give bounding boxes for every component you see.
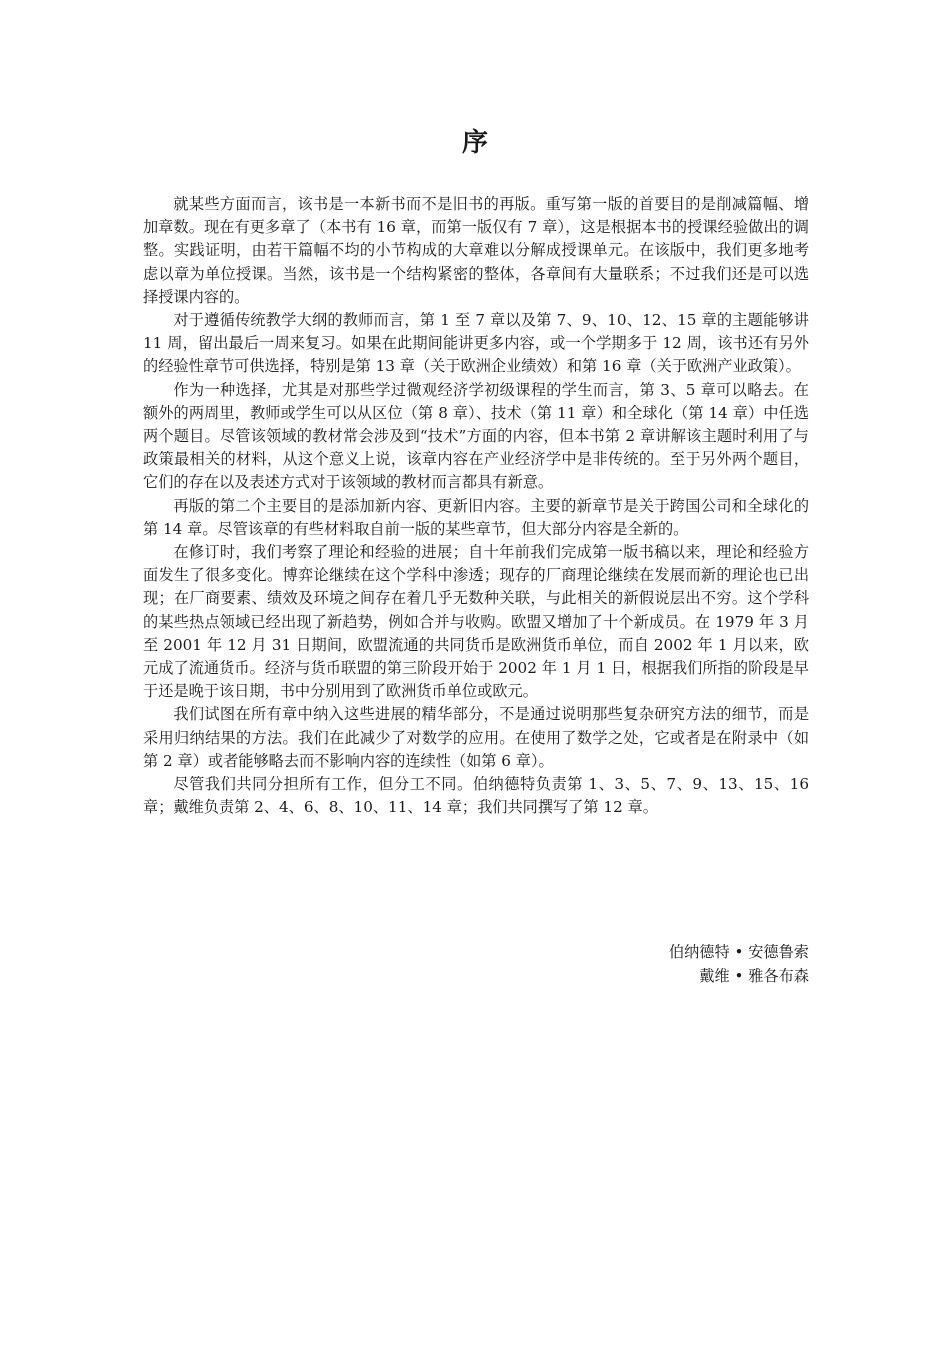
paragraph: 尽管我们共同分担所有工作，但分工不同。伯纳德特负责第 1、3、5、7、9、13、15、16 章；戴维负责第 2、4、6、8、10、11、14 章；我们共同撰写了第 12 章。 [143, 775, 809, 817]
author-name: 戴维 • 雅各布森 [699, 967, 809, 985]
preface-body [143, 193, 809, 819]
paragraph: 作为一种选择，尤其是对那些学过微观经济学初级课程的学生而言，第 3、5 章可以略去。在额外的两周里，教师或学生可以从区位（第 8 章）、技术（第 11 章）和全球化（第 14 章）中任选两个题目。尽管该领域的教材常会涉及到“技术”方面的内容，但本书第 2 章讲解该主题时利用了与政策最相关的材料，从这个意义上说，该章内容在产业经济学中是非传统的。至于另外两个题目，它们的存在以及表述方式对于该领域的教材而言都具有新意。 [143, 380, 809, 492]
paragraph: 我们试图在所有章中纳入这些进展的精华部分，不是通过说明那些复杂研究方法的细节，而是采用归纳结果的方法。我们在此减少了对数学的应用。在使用了数学之处，它或者是在附录中（如第 2 章）或者能够略去而不影响内容的连续性（如第 6 章）。 [143, 705, 809, 770]
author-signature [669, 940, 809, 988]
author-name: 伯纳德特 • 安德鲁索 [668, 943, 809, 961]
paragraph: 再版的第二个主要目的是添加新内容、更新旧内容。主要的新章节是关于跨国公司和全球化的第 14 章。尽管该章的有些材料取自前一版的某些章节，但大部分内容是全新的。 [143, 496, 809, 538]
page-title: 序 [461, 128, 490, 158]
paragraph: 就某些方面而言，该书是一本新书而不是旧书的再版。重写第一版的首要目的是削减篇幅、增加章数。现在有更多章了（本书有 16 章，而第一版仅有 7 章），这是根据本书的授课经验做出的调整。实践证明，由若干篇幅不均的小节构成的大章难以分解成授课单元。在该版中，我们更多地考虑以章为单位授课。当然，该书是一个结构紧密的整体，各章间有大量联系；不过我们还是可以选择授课内容的。 [143, 195, 809, 306]
paragraph: 在修订时，我们考察了理论和经验的进展；自十年前我们完成第一版书稿以来，理论和经验方面发生了很多变化。博弈论继续在这个学科中渗透；现存的厂商理论继续在发展而新的理论也已出现；在厂商要素、绩效及环境之间存在着几乎无数种关联，与此相关的新假说层出不穷。这个学科的某些热点领域已经出现了新趋势，例如合并与收购。欧盟又增加了十个新成员。在 1979 年 3 月至 2001 年 12 月 31 日期间，欧盟流通的共同货币是欧洲货币单位，而自 2002 年 1 月以来，欧元成了流通货币。经济与货币联盟的第三阶段开始于 2002 年 1 月 1 日，根据我们所指的阶段是早于还是晚于该日期，书中分别用到了欧洲货币单位或欧元。 [143, 543, 809, 701]
paragraph: 对于遵循传统教学大纲的教师而言，第 1 至 7 章以及第 7、9、10、12、15 章的主题能够讲 11 周，留出最后一周来复习。如果在此期间能讲更多内容，或一个学期多于 12 周，该书还有另外的经验性章节可供选择，特别是第 13 章（关于欧洲企业绩效）和第 16 章（关于欧洲产业政策）。 [143, 311, 809, 376]
